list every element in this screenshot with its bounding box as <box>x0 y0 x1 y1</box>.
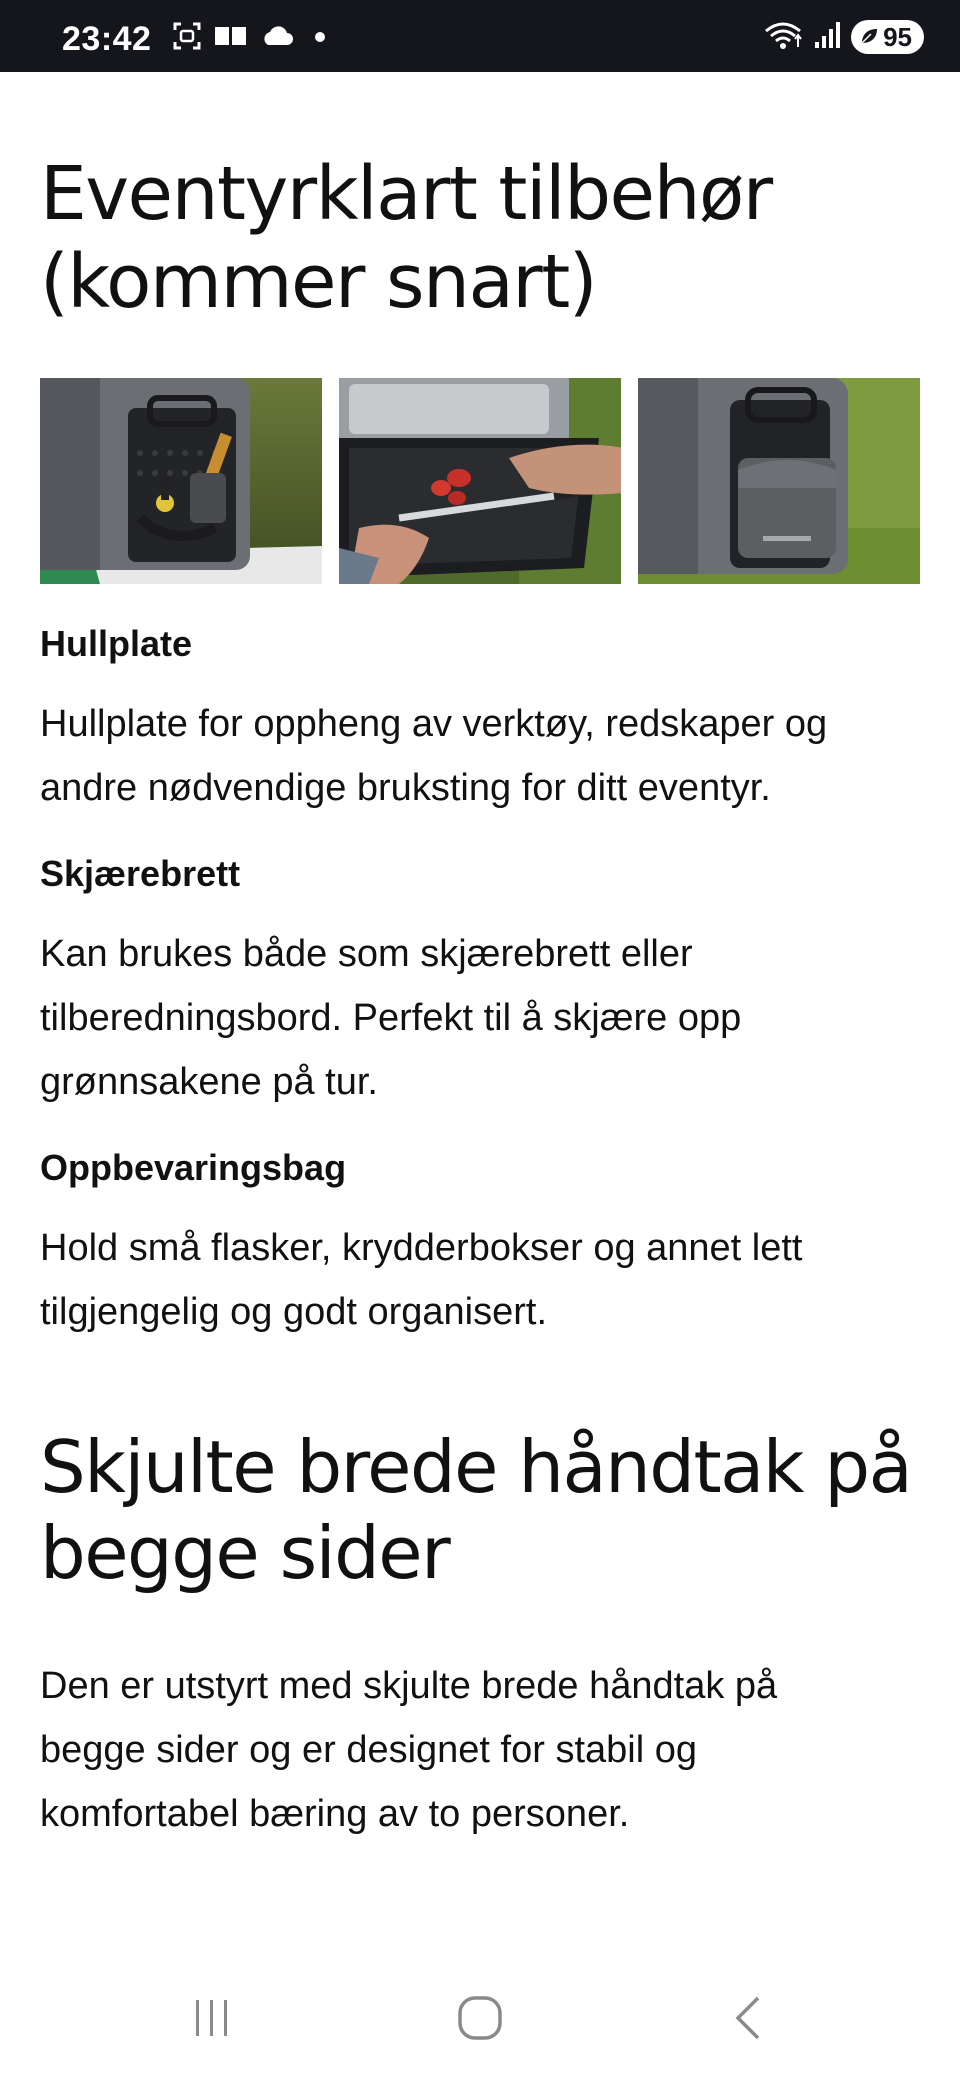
battery-level: 95 <box>883 21 912 52</box>
text-line: Hold små flasker, krydderbokser og annet lett <box>40 1227 803 1269</box>
wifi-icon <box>763 19 803 56</box>
text-line: tilberedningsbord. Perfekt til å skjære opp <box>40 997 742 1039</box>
accessory-heading-storage-bag: Oppbevaringsbag <box>40 1147 347 1188</box>
section-title-handles <box>40 1424 920 1596</box>
text-line: Hullplate for oppheng av verktøy, redskaper og <box>40 703 828 745</box>
battery-indicator <box>851 20 924 54</box>
status-time: 23:42 <box>62 20 152 58</box>
text-line: andre nødvendige bruksting for ditt eventyr. <box>40 767 771 809</box>
text-line: grønnsakene på tur. <box>40 1061 378 1103</box>
home-icon <box>456 1994 504 2047</box>
section-title-line: begge sider <box>40 1511 450 1595</box>
back-icon <box>726 1994 770 2047</box>
section-title-line: (kommer snart) <box>40 239 597 325</box>
accessory-description-pegboard <box>40 692 920 820</box>
text-line: Kan brukes både som skjærebrett eller <box>40 933 693 975</box>
pegboard-photo <box>40 378 322 584</box>
text-line: begge sider og er designet for stabil og <box>40 1729 697 1771</box>
section-title-line: Eventyrklart tilbehør <box>40 151 772 237</box>
navigation-bar <box>0 1960 960 2080</box>
status-bar <box>0 0 960 72</box>
home-button[interactable] <box>440 1990 520 2050</box>
battery-saver-icon <box>859 22 879 53</box>
storage-bag-photo <box>638 378 920 584</box>
recent-apps-icon <box>190 1996 234 2045</box>
page-content <box>40 72 920 1846</box>
section-title-accessories <box>40 150 920 326</box>
text-line: komfortabel bæring av to personer. <box>40 1793 630 1835</box>
accessory-description-storage-bag <box>40 1216 920 1344</box>
signal-icon <box>813 20 841 55</box>
handles-description <box>40 1654 920 1846</box>
status-system-icons <box>763 18 924 56</box>
accessory-description-cutting-board <box>40 922 920 1114</box>
accessory-heading-cutting-board: Skjærebrett <box>40 853 241 894</box>
dot-icon <box>306 24 330 53</box>
screenshot-icon <box>172 21 202 56</box>
accessory-gallery <box>40 378 920 584</box>
status-notification-icons <box>172 22 330 54</box>
section-title-line: Skjulte brede håndtak på <box>40 1425 912 1509</box>
cloud-icon <box>260 24 294 53</box>
text-line: Den er utstyrt med skjulte brede håndtak på <box>40 1665 778 1707</box>
recent-apps-button[interactable] <box>172 1990 252 2050</box>
back-button[interactable] <box>708 1990 788 2050</box>
cutting-board-photo <box>339 378 621 584</box>
sim-card-icon <box>214 24 248 53</box>
text-line: tilgjengelig og godt organisert. <box>40 1291 548 1333</box>
accessory-heading-pegboard: Hullplate <box>40 623 193 664</box>
